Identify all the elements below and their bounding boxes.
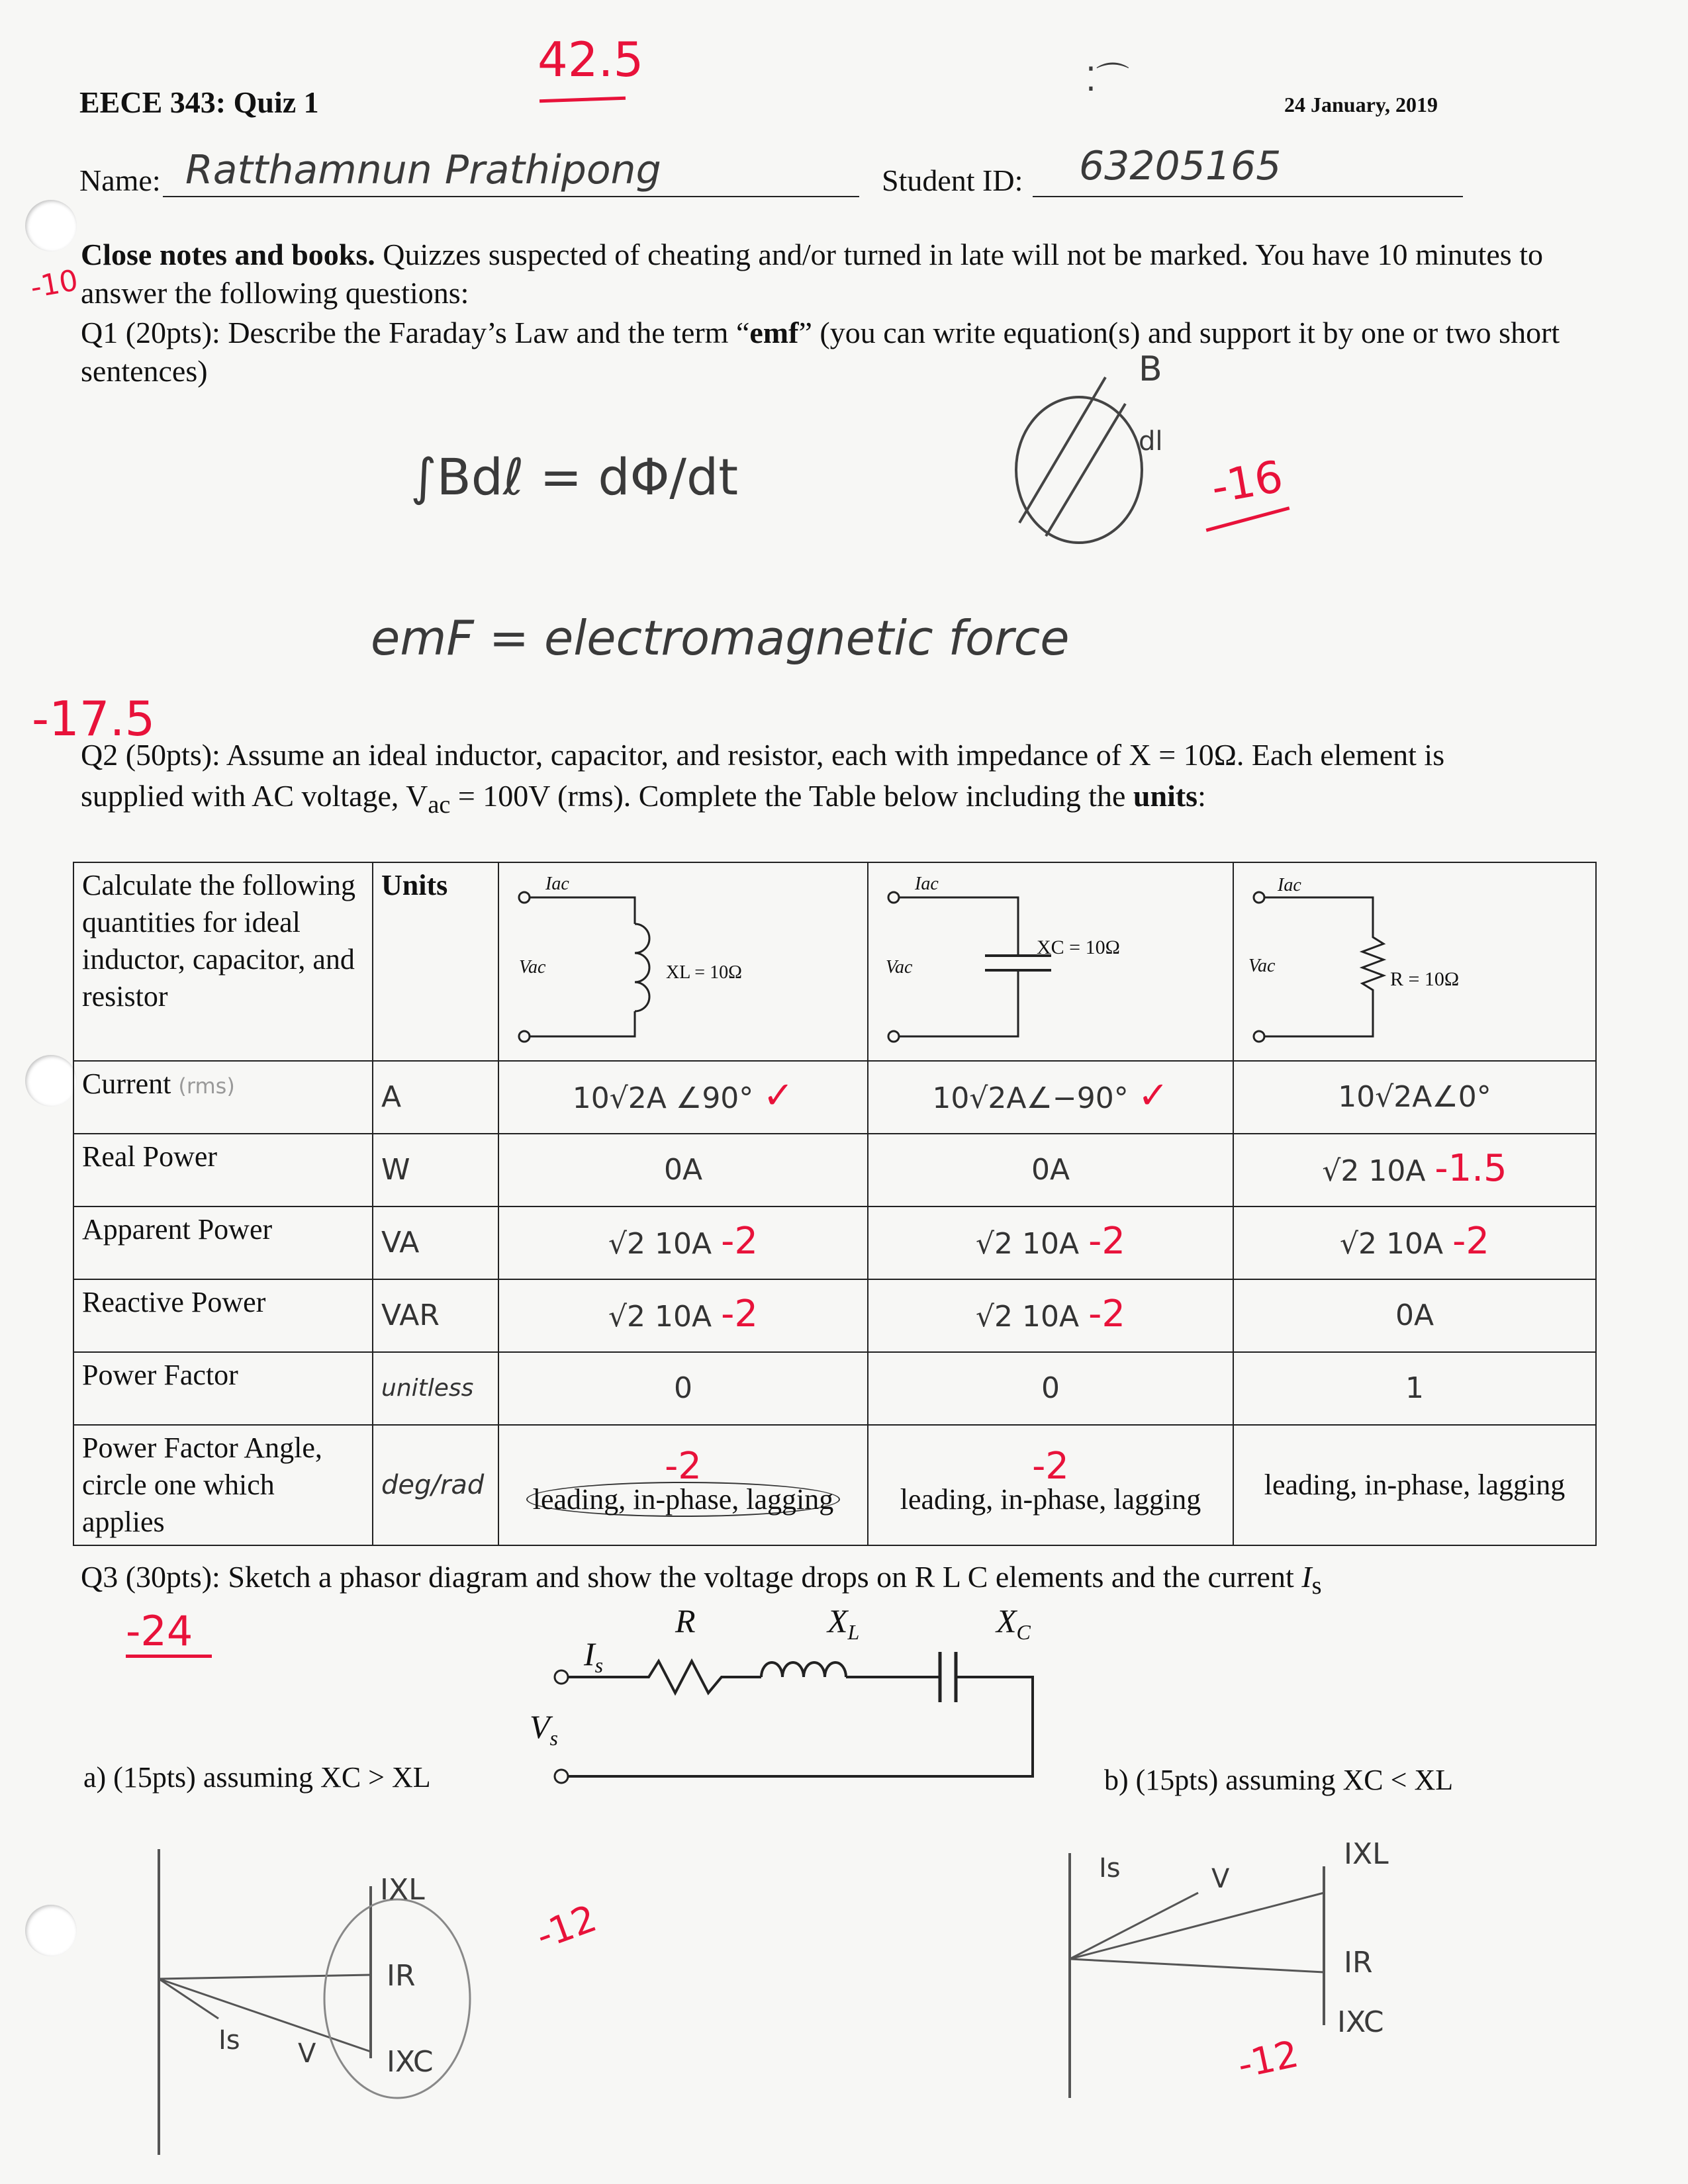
answer-inductor-reactive-power [498, 1279, 868, 1352]
q1-prompt-pre: Q1 (20pts): Describe the Faraday’s Law and the term “ [81, 316, 750, 349]
student-id-value: 63205165 [1079, 143, 1282, 189]
row-label-apparent-power: Apparent Power [73, 1206, 373, 1279]
answer-text: √2 10A [976, 1300, 1080, 1334]
q3-part-b: b) (15pts) assuming XC < XL [1104, 1764, 1454, 1796]
q3-prompt-text: Q3 (30pts): Sketch a phasor diagram and show the voltage drops on R L C elements and the current [81, 1560, 1302, 1594]
label-sub: C [1016, 1620, 1031, 1644]
circled-choice: leading, in-phase, lagging [526, 1482, 841, 1517]
answer-text: 10√2A∠−90° [932, 1081, 1129, 1115]
instructions-bold: Close notes and books. [81, 238, 375, 271]
sketch-b-label-v: V [1211, 1864, 1230, 1894]
name-label: Name: [79, 163, 161, 197]
answer-resistor-current [1233, 1061, 1596, 1134]
doodle-face-icon: ⁚⌒ [1086, 60, 1129, 99]
resistor-current-label: Iac [1278, 875, 1301, 895]
q3-score: -24 [126, 1607, 193, 1655]
choice-text: leading, in-phase, lagging [900, 1483, 1201, 1516]
capacitor-current-label: Iac [915, 874, 939, 894]
sketch-a-label-is: Is [218, 2025, 240, 2056]
deduction-mark: -2 [1452, 1220, 1489, 1263]
q1-label-b: B [1139, 349, 1162, 389]
label-text: I [584, 1635, 595, 1672]
circuit-label-r: R [675, 1602, 696, 1639]
answer-inductor-real-power: 0A [498, 1134, 868, 1206]
capacitor-impedance-label: XC = 10Ω [1037, 936, 1120, 958]
name-value: Ratthamnun Prathipong [185, 147, 661, 193]
unit-apparent-power: VA [373, 1206, 498, 1279]
answer-resistor-angle [1233, 1425, 1596, 1545]
q1-deduction: -16 [1207, 451, 1287, 514]
q2-prompt-line1: Q2 (50pts): Assume an ideal inductor, capacitor, and resistor, each with impedance of X = 10Ω. Each element is [81, 738, 1445, 772]
sketch-b-label-is: Is [1099, 1853, 1121, 1884]
q2-prompt-sub: ac [428, 791, 451, 819]
row-label-real-power: Real Power [73, 1134, 373, 1206]
table-row [73, 1061, 1596, 1134]
sketch-a-label-ixl: IXL [380, 1873, 425, 1907]
label-text: X [827, 1602, 848, 1639]
deduction-mark: -2 [1088, 1293, 1125, 1336]
sketch-a-label-ixc: IXC [387, 2045, 434, 2079]
instructions-text: Quizzes suspected of cheating and/or turned in late will not be marked. You have 10 minutes to answer the following questions: [81, 238, 1543, 310]
answer-capacitor-apparent-power [868, 1206, 1233, 1279]
table-row [73, 1279, 1596, 1352]
q2-prompt-pre: supplied with AC voltage, V [81, 779, 428, 813]
punch-hole [25, 1905, 77, 1956]
choice-text: leading, in-phase, lagging [1264, 1469, 1566, 1501]
table-row [73, 1134, 1596, 1206]
unit-reactive-power: VAR [373, 1279, 498, 1352]
deduction-mark: -2 [721, 1220, 758, 1263]
check-mark: ✓ [763, 1074, 794, 1117]
q1-equation: ∫Bdℓ = dΦ/dt [410, 447, 739, 506]
q1-prompt-post: ” (you can write equation(s) and support it by one or two short sentences) [81, 316, 1560, 388]
circuit-label-is [584, 1635, 603, 1678]
resistor-voltage-label: Vac [1248, 956, 1276, 976]
sketch-a-deduction: -12 [530, 1897, 602, 1958]
resistor-circuit [1233, 862, 1596, 1061]
table-header-row [73, 862, 1596, 1061]
answer-capacitor-real-power: 0A [868, 1134, 1233, 1206]
inductor-impedance-label: XL = 10Ω [666, 962, 742, 983]
answer-inductor-apparent-power [498, 1206, 868, 1279]
label-text: V [530, 1708, 550, 1745]
capacitor-circuit [868, 862, 1233, 1061]
sketch-b-label-ixl: IXL [1344, 1837, 1389, 1871]
circuit-label-xl [827, 1602, 859, 1645]
inductor-voltage-label: Vac [519, 957, 546, 978]
answer-text: 10√2A∠0° [1338, 1080, 1491, 1114]
answer-resistor-power-factor: 1 [1233, 1352, 1596, 1425]
sketch-b-deduction: -12 [1234, 2032, 1303, 2087]
inductor-current-label: Iac [545, 874, 569, 894]
row-label-text: Current [82, 1068, 171, 1100]
answer-inductor-power-factor: 0 [498, 1352, 868, 1425]
q3-score-underline [126, 1655, 212, 1658]
instructions [81, 236, 1557, 312]
circuit-label-vs [530, 1707, 558, 1751]
answer-inductor-current [498, 1061, 868, 1134]
score-underline [539, 97, 626, 103]
q1-prompt [81, 314, 1577, 390]
row-label-reactive-power: Reactive Power [73, 1279, 373, 1352]
table-corner: Calculate the following quantities for ideal inductor, capacitor, and resistor [73, 862, 373, 1061]
deduction-mark: -2 [1088, 1220, 1125, 1263]
circuit-label-xc [996, 1602, 1031, 1645]
q2-prompt-bold: units [1133, 779, 1198, 813]
deduction-mark: -1.5 [1434, 1147, 1507, 1190]
answer-text: √2 10A [608, 1227, 712, 1261]
answer-capacitor-angle [868, 1425, 1233, 1545]
answer-inductor-angle [498, 1425, 868, 1545]
answer-text: √2 10A [608, 1300, 712, 1334]
units-header: Units [373, 862, 498, 1061]
q1-prompt-bold: emf [749, 316, 799, 349]
row-label-current [73, 1061, 373, 1134]
answer-text: 10√2A ∠90° [572, 1081, 754, 1115]
inductor-circuit [498, 862, 868, 1061]
deduction-mark: -2 [665, 1445, 702, 1488]
sketch-b-label-ixc: IXC [1337, 2005, 1384, 2039]
q2-prompt-end: : [1197, 779, 1206, 813]
answer-capacitor-power-factor: 0 [868, 1352, 1233, 1425]
q1-label-dl: dl [1139, 426, 1163, 457]
check-mark: ✓ [1137, 1074, 1169, 1117]
sketch-a-label-v: V [298, 2038, 316, 2069]
sketch-a-label-ir: IR [387, 1959, 416, 1993]
sketch-b-label-ir: IR [1344, 1946, 1373, 1979]
table-row [73, 1352, 1596, 1425]
answer-capacitor-current [868, 1061, 1233, 1134]
unit-real-power: W [373, 1134, 498, 1206]
q3-prompt-var: I [1301, 1560, 1312, 1594]
resistor-impedance-label: R = 10Ω [1390, 968, 1460, 990]
answer-resistor-reactive-power: 0A [1233, 1279, 1596, 1352]
answer-capacitor-reactive-power [868, 1279, 1233, 1352]
punch-hole [25, 200, 77, 251]
deduction-mark: -2 [1032, 1445, 1069, 1488]
q2-prompt-line2 [81, 776, 1206, 825]
row-label-power-factor: Power Factor [73, 1352, 373, 1425]
table-row [73, 1206, 1596, 1279]
answer-resistor-apparent-power [1233, 1206, 1596, 1279]
q3-prompt-sub: s [1311, 1572, 1322, 1600]
student-id-label: Student ID: [882, 163, 1023, 197]
instructions-deduction: -10 [28, 263, 81, 305]
q1-emf-answer: emF = electromagnetic force [371, 610, 1070, 666]
capacitor-voltage-label: Vac [886, 957, 913, 978]
unit-power-factor-angle: deg/rad [373, 1425, 498, 1545]
punch-hole [25, 1055, 77, 1107]
name-line [163, 196, 859, 197]
answer-text: √2 10A [1340, 1227, 1444, 1261]
answer-text: √2 10A [1322, 1154, 1426, 1188]
q3-sketch-a [132, 1846, 556, 2158]
unit-power-factor: unitless [373, 1352, 498, 1425]
row-note: (rms) [178, 1073, 235, 1099]
q2-prompt-mid: = 100V (rms). Complete the Table below including the [450, 779, 1133, 813]
row-label-power-factor-angle: Power Factor Angle, circle one which applies [73, 1425, 373, 1545]
q2-score: -17.5 [32, 691, 156, 747]
quiz-date: 24 January, 2019 [1284, 93, 1438, 116]
q3-circuit-diagram [543, 1588, 1046, 1800]
label-sub: s [594, 1653, 604, 1677]
unit-current: A [373, 1061, 498, 1134]
student-id-line [1033, 196, 1463, 197]
q2-table [73, 862, 1597, 1546]
answer-resistor-real-power [1233, 1134, 1596, 1206]
label-text: X [996, 1602, 1017, 1639]
course-title: EECE 343: Quiz 1 [79, 85, 319, 119]
total-score: 42.5 [538, 32, 644, 87]
label-sub: s [549, 1726, 558, 1750]
q3-part-a: a) (15pts) assuming XC > XL [83, 1761, 431, 1794]
answer-text: √2 10A [976, 1227, 1080, 1261]
label-sub: L [847, 1620, 860, 1644]
table-row [73, 1425, 1596, 1545]
deduction-mark: -2 [721, 1293, 758, 1336]
